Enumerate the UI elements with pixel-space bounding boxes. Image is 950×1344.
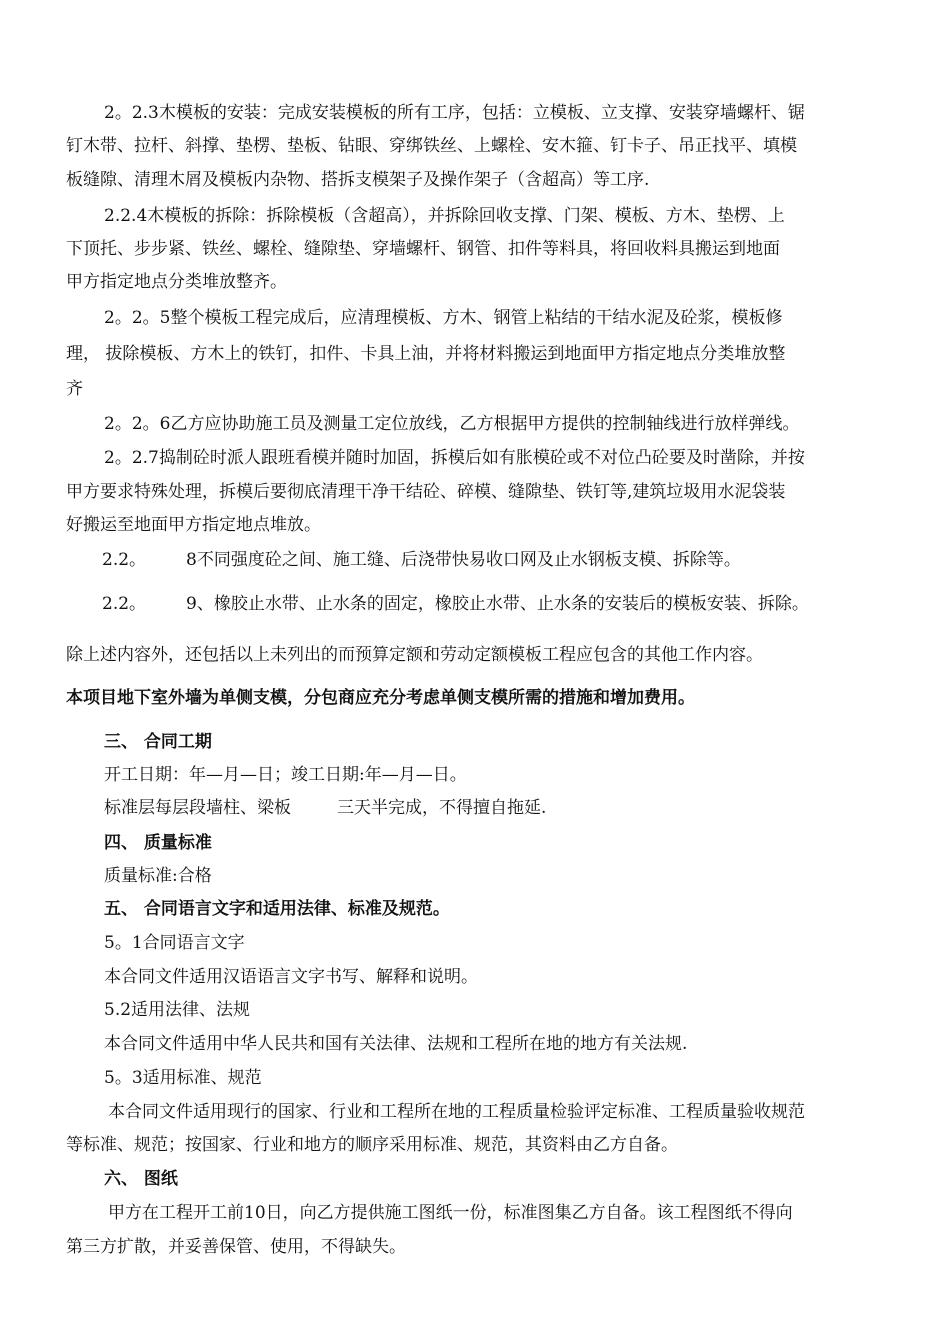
clause-2-2-9-text: 9、橡胶止水带、止水条的固定，橡胶止水带、止水条的安装后的模板安装、拆除。 [186, 594, 809, 614]
section-6-heading: 六、 图纸 [104, 1169, 178, 1189]
quality-standard: 质量标准:合格 [104, 866, 212, 886]
clause-2-2-9-number: 2.2。 [102, 594, 147, 614]
clause-5-1-heading: 5。1合同语言文字 [104, 933, 245, 953]
clause-2-2-7-line-2: 甲方要求特殊处理，拆模后要彻底清理干净干结砼、碎模、缝隙垫、铁钉等,建筑垃圾用水泥袋装 [66, 482, 786, 502]
clause-2-2-5-line-2: 理， 拔除模板、方木上的铁钉，扣件、卡具上油，并将材料搬运到地面甲方指定地点分类堆放整 [66, 344, 786, 364]
floor-schedule-label: 标准层每层段墙柱、梁板 [104, 798, 291, 818]
section-5-heading: 五、 合同语言文字和适用法律、标准及规范。 [104, 899, 450, 919]
clause-2-2-8 [102, 549, 741, 571]
clause-2-2-7-line-1: 2。2.7捣制砼时派人跟班看模并随时加固，拆模后如有胀模砼或不对位凸砼要及时凿除，并按 [104, 448, 805, 468]
clause-2-2-8-text: 8不同强度砼之间、施工缝、后浇带快易收口网及止水钢板支模、拆除等。 [186, 550, 741, 570]
clause-2-2-3-line-1: 2。2.3木模板的安装：完成安装模板的所有工序，包括：立模板、立支撑、安装穿墙螺杆、锯 [104, 103, 805, 123]
floor-schedule-duration: 三天半完成，不得擅自拖延. [337, 798, 547, 818]
clause-5-3-heading: 5。3适用标准、规范 [104, 1068, 262, 1088]
clause-2-2-6: 2。2。6乙方应协助施工员及测量工定位放线，乙方根据甲方提供的控制轴线进行放样弹线。 [104, 414, 800, 434]
section-3-heading: 三、 合同工期 [104, 732, 212, 752]
clause-2-2-7-line-3: 好搬运至地面甲方指定地点堆放。 [66, 515, 321, 535]
clause-5-3-text-line-2: 等标准、规范；按国家、行业和地方的顺序采用标准、规范，其资料由乙方自备。 [66, 1135, 678, 1155]
drawings-text-line-2: 第三方扩散，并妥善保管、使用，不得缺失。 [66, 1237, 406, 1257]
clause-5-2-heading: 5.2适用法律、法规 [104, 1000, 251, 1020]
start-end-dates: 开工日期：年—月—日；竣工日期:年—月—日。 [104, 765, 467, 785]
clause-5-3-text-line-1: 本合同文件适用现行的国家、行业和工程所在地的工程质量检验评定标准、工程质量验收规范 [108, 1102, 805, 1122]
section-4-heading: 四、 质量标准 [104, 833, 212, 853]
floor-schedule [104, 797, 546, 819]
drawings-text-line-1: 甲方在工程开工前10日，向乙方提供施工图纸一份，标准图集乙方自备。该工程图纸不得向 [108, 1203, 793, 1223]
clause-2-2-4-line-2: 下顶托、步步紧、铁丝、螺栓、缝隙垫、穿墙螺杆、钢管、扣件等料具，将回收料具搬运到地面 [66, 239, 780, 259]
clause-2-2-9 [102, 593, 809, 615]
single-side-formwork-note: 本项目地下室外墙为单侧支模，分包商应充分考虑单侧支模所需的措施和增加费用。 [66, 688, 695, 708]
clause-2-2-5-line-3: 齐 [66, 379, 83, 399]
clause-2-2-4-line-3: 甲方指定地点分类堆放整齐。 [66, 272, 287, 292]
clause-5-2-text: 本合同文件适用中华人民共和国有关法律、法规和工程所在地的地方有关法规. [104, 1034, 688, 1054]
clause-5-1-text: 本合同文件适用汉语语言文字书写、解释和说明。 [104, 967, 478, 987]
clause-2-2-8-number: 2.2。 [102, 550, 147, 570]
clause-2-2-5-line-1: 2。2。5整个模板工程完成后，应清理模板、方木、钢管上粘结的干结水泥及砼浆，模板修 [104, 308, 783, 328]
clause-2-2-3-line-3: 板缝隙、清理木屑及模板内杂物、搭拆支模架子及操作架子（含超高）等工序. [66, 170, 650, 190]
clause-2-2-4-line-1: 2.2.4木模板的拆除：拆除模板（含超高），并拆除回收支撑、门架、模板、方木、垫楞、上 [104, 206, 785, 226]
clause-2-2-3-line-2: 钉木带、拉杆、斜撑、垫楞、垫板、钻眼、穿绑铁丝、上螺栓、安木箍、钉卡子、吊正找平、填模 [66, 136, 797, 156]
additional-scope-note: 除上述内容外，还包括以上未列出的而预算定额和劳动定额模板工程应包含的其他工作内容。 [66, 645, 763, 665]
